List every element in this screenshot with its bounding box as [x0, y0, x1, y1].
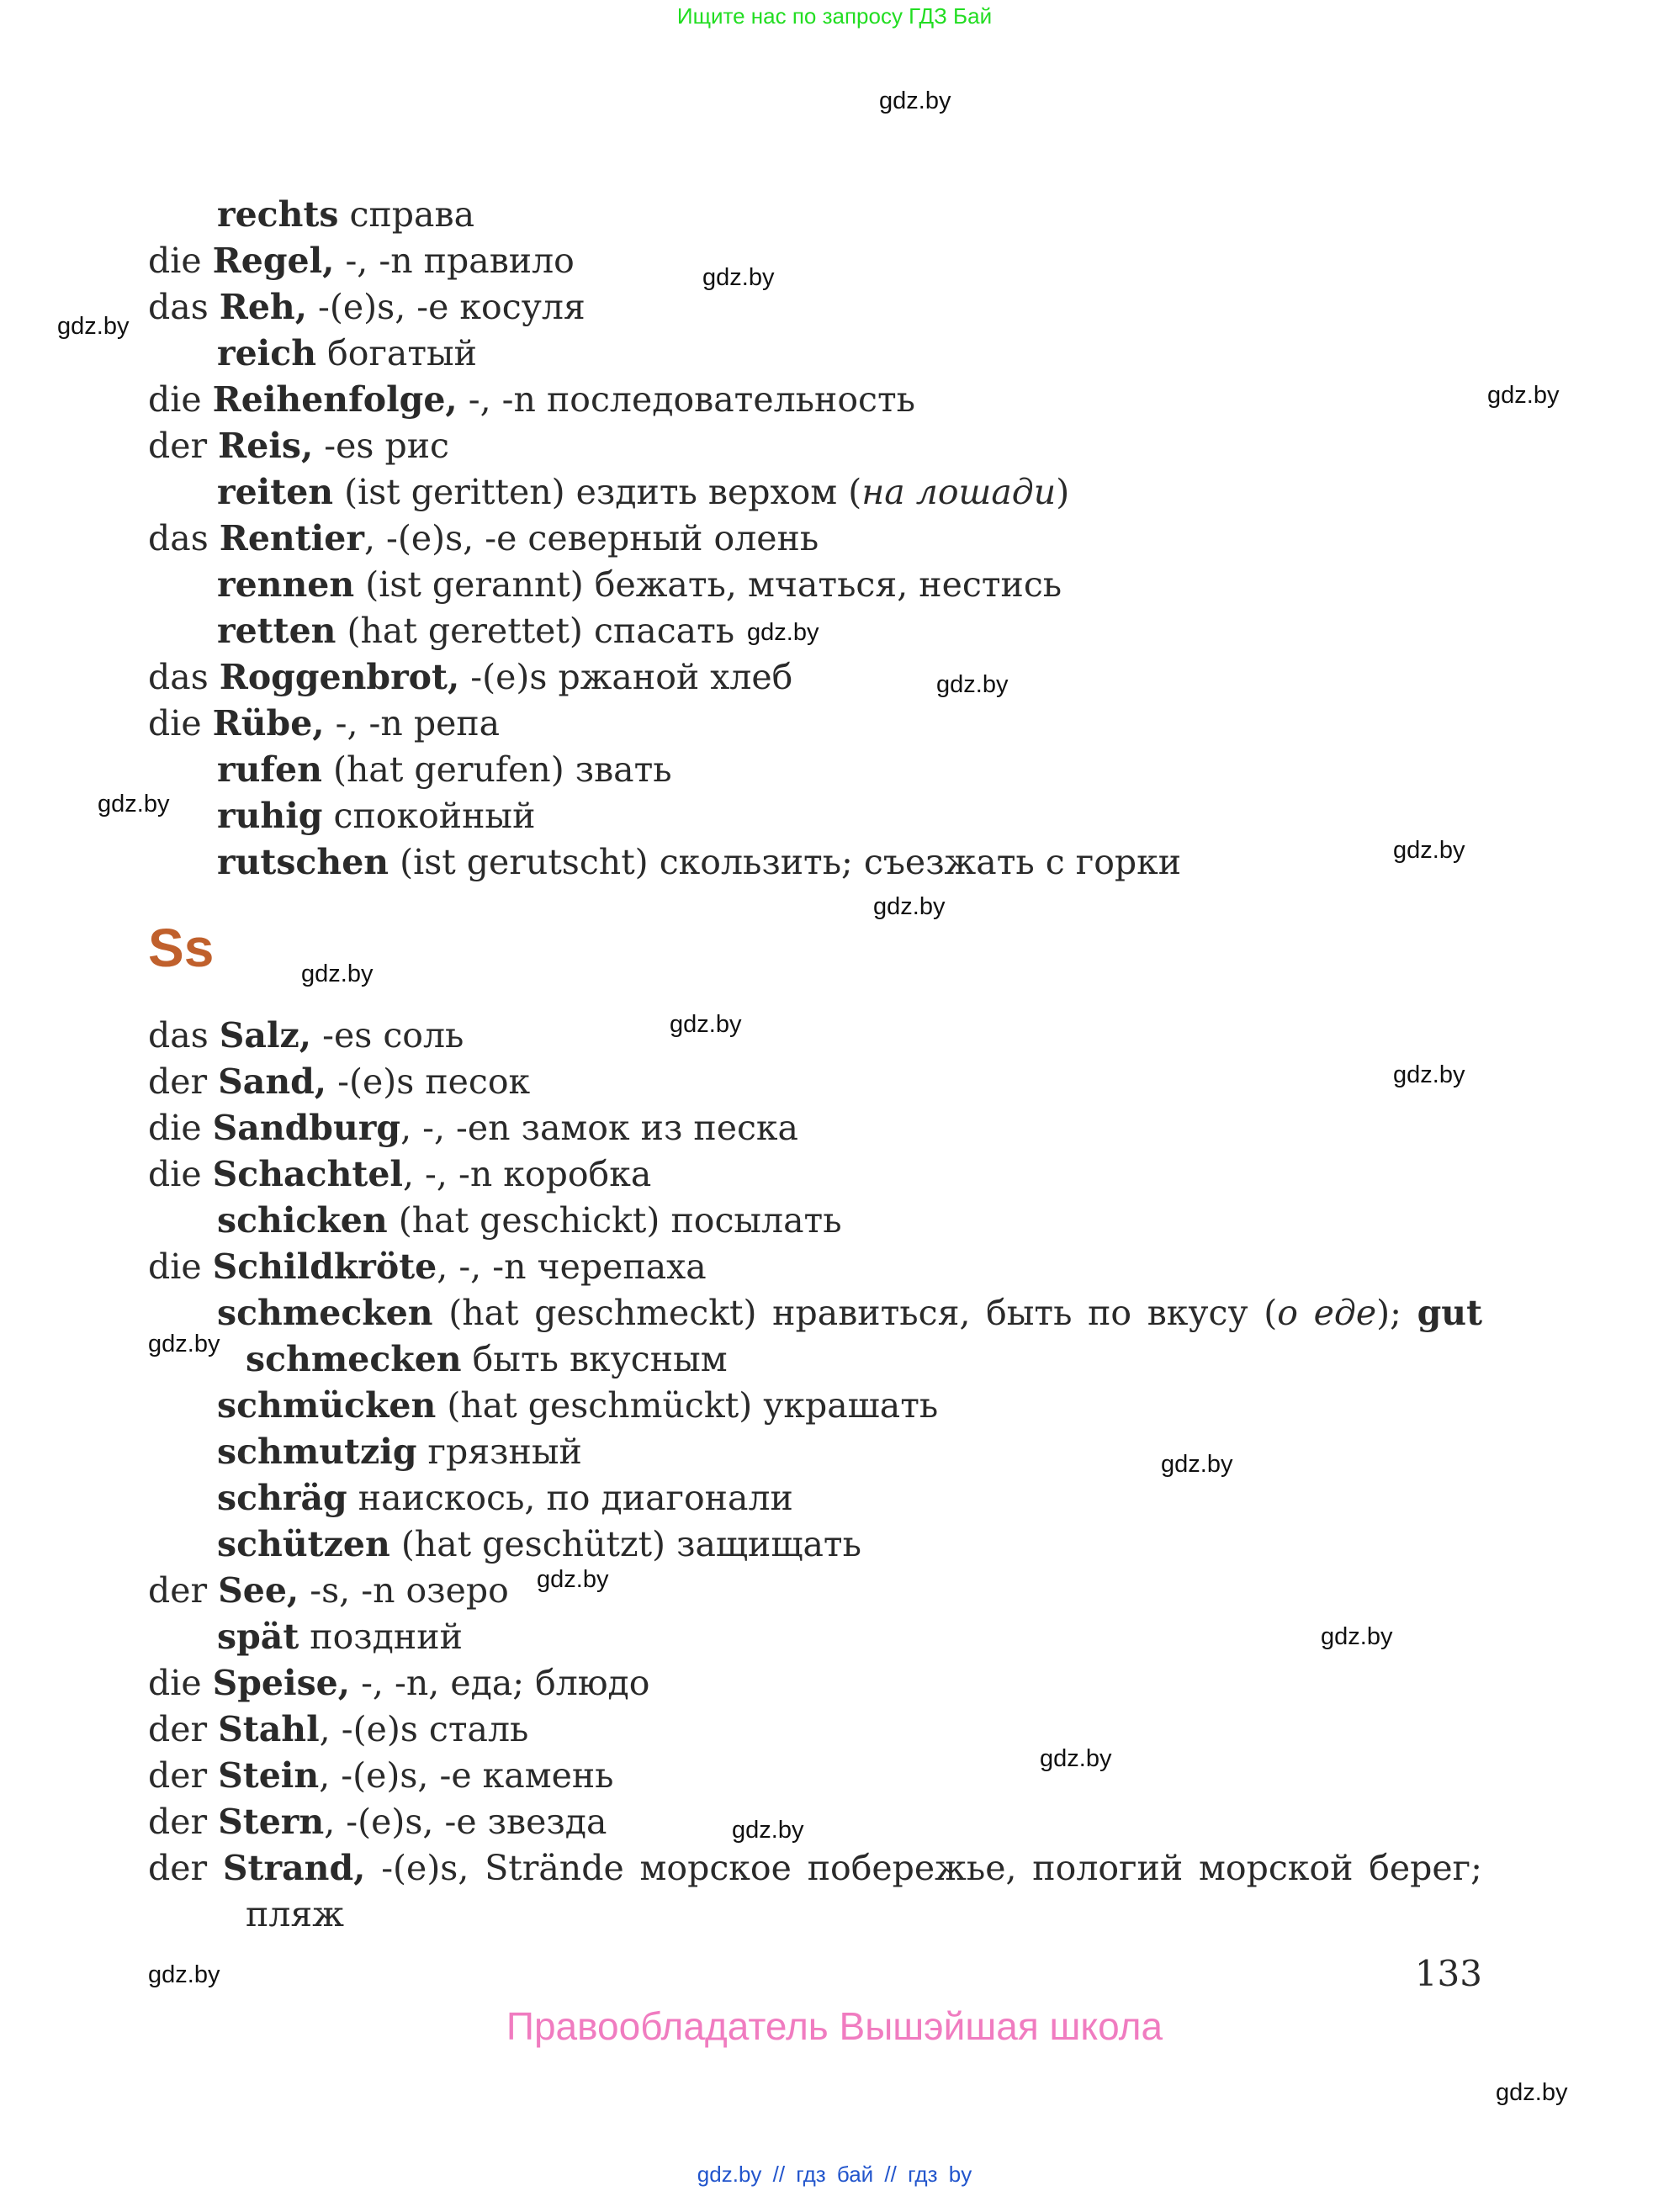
dictionary-entry: das Reh, -(e)s, -e косуля — [148, 287, 585, 327]
rights-holder-footer: Правообладатель Вышэйшая школа — [506, 2004, 1163, 2048]
dictionary-entry: reich богатый — [217, 333, 478, 373]
dictionary-entry: die Sandburg, -, -en замок из песка — [148, 1108, 798, 1148]
dictionary-entry: rutschen (ist gerutscht) скользить; съезжать с горки — [217, 842, 1182, 882]
watermark: gdz.by — [936, 671, 1009, 698]
dictionary-entry: die Reihenfolge, -, -n последовательность — [148, 379, 915, 420]
dictionary-entry: schützen (hat geschützt) защищать — [217, 1524, 861, 1564]
dictionary-entry: der Strand, -(e)s, Strände морское побережье, пологий морской берег; — [148, 1848, 1482, 1888]
dictionary-entry: das Roggenbrot, -(e)s ржаной хлеб — [148, 657, 793, 697]
dictionary-entry: die Schildkröte, -, -n черепаха — [148, 1246, 707, 1287]
dictionary-entry: reiten (ist geritten) ездить верхом (на лошади) — [217, 472, 1070, 512]
watermark: gdz.by — [1393, 837, 1465, 864]
page-number: 133 — [1414, 1953, 1482, 1994]
dictionary-entry: der See, -s, -n озеро — [148, 1570, 509, 1611]
watermark: gdz.by — [1487, 382, 1560, 409]
dictionary-entry-continuation: пляж — [246, 1894, 344, 1934]
dictionary-entry-continuation: schmecken быть вкусным — [246, 1339, 728, 1379]
watermark: gdz.by — [732, 1817, 804, 1844]
dictionary-entry: die Schachtel, -, -n коробка — [148, 1154, 652, 1194]
watermark: gdz.by — [1321, 1623, 1393, 1650]
dictionary-entry: schicken (hat geschickt) посылать — [217, 1200, 842, 1241]
watermark: gdz.by — [1496, 2079, 1568, 2106]
dictionary-entry: der Reis, -es рис — [148, 426, 450, 466]
watermark: gdz.by — [747, 619, 819, 646]
dictionary-entry: die Speise, -, -n, еда; блюдо — [148, 1663, 650, 1703]
dictionary-entry: der Stern, -(e)s, -e звезда — [148, 1802, 607, 1842]
watermark: gdz.by — [702, 264, 775, 291]
watermark: gdz.by — [1393, 1061, 1465, 1088]
dictionary-entry: die Rübe, -, -n репа — [148, 703, 501, 744]
watermark: gdz.by — [57, 313, 130, 340]
dictionary-entry: rechts справа — [217, 194, 475, 235]
dictionary-entry: rufen (hat gerufen) звать — [217, 749, 672, 790]
dictionary-entry: rennen (ist gerannt) бежать, мчаться, нестись — [217, 564, 1062, 605]
dictionary-entry: der Stahl, -(e)s сталь — [148, 1709, 529, 1749]
watermark: gdz.by — [670, 1011, 742, 1038]
watermark: gdz.by — [873, 893, 946, 920]
dictionary-entry: das Rentier, -(e)s, -e северный олень — [148, 518, 819, 558]
dictionary-section-s — [148, 1013, 1482, 1938]
dictionary-entry: spät поздний — [217, 1617, 463, 1657]
watermark: gdz.by — [98, 791, 170, 818]
dictionary-entry: schmücken (hat geschmückt) украшать — [217, 1385, 939, 1426]
section-letter-heading: Ss — [148, 918, 215, 978]
dictionary-entry: das Salz, -es соль — [148, 1015, 464, 1056]
watermark: gdz.by — [1161, 1451, 1233, 1478]
dictionary-entry: schmutzig грязный — [217, 1431, 582, 1472]
dictionary-entry: schräg наискось, по диагонали — [217, 1478, 793, 1518]
dictionary-entry: retten (hat gerettet) спасать — [217, 611, 735, 651]
watermark: gdz.by — [537, 1566, 609, 1593]
dictionary-entry: ruhig спокойный — [217, 796, 536, 836]
watermark: gdz.by — [301, 960, 374, 987]
dictionary-entry: der Sand, -(e)s песок — [148, 1061, 531, 1102]
dictionary-entry: der Stein, -(e)s, -e камень — [148, 1755, 614, 1796]
dictionary-entry: die Regel, -, -n правило — [148, 241, 575, 281]
top-search-banner[interactable]: Ищите нас по запросу ГДЗ Бай — [676, 3, 993, 29]
watermark: gdz.by — [1040, 1745, 1112, 1772]
watermark: gdz.by — [879, 87, 951, 114]
dictionary-entry: schmecken (hat geschmeckt) нравиться, быть по вкусу (о еде); gut — [217, 1293, 1483, 1333]
watermark: gdz.by — [148, 1961, 220, 1988]
dictionary-section-r — [148, 192, 1482, 886]
footer-links[interactable]: gdz.by // гдз бай // гдз by — [697, 2162, 972, 2187]
watermark: gdz.by — [148, 1331, 220, 1357]
